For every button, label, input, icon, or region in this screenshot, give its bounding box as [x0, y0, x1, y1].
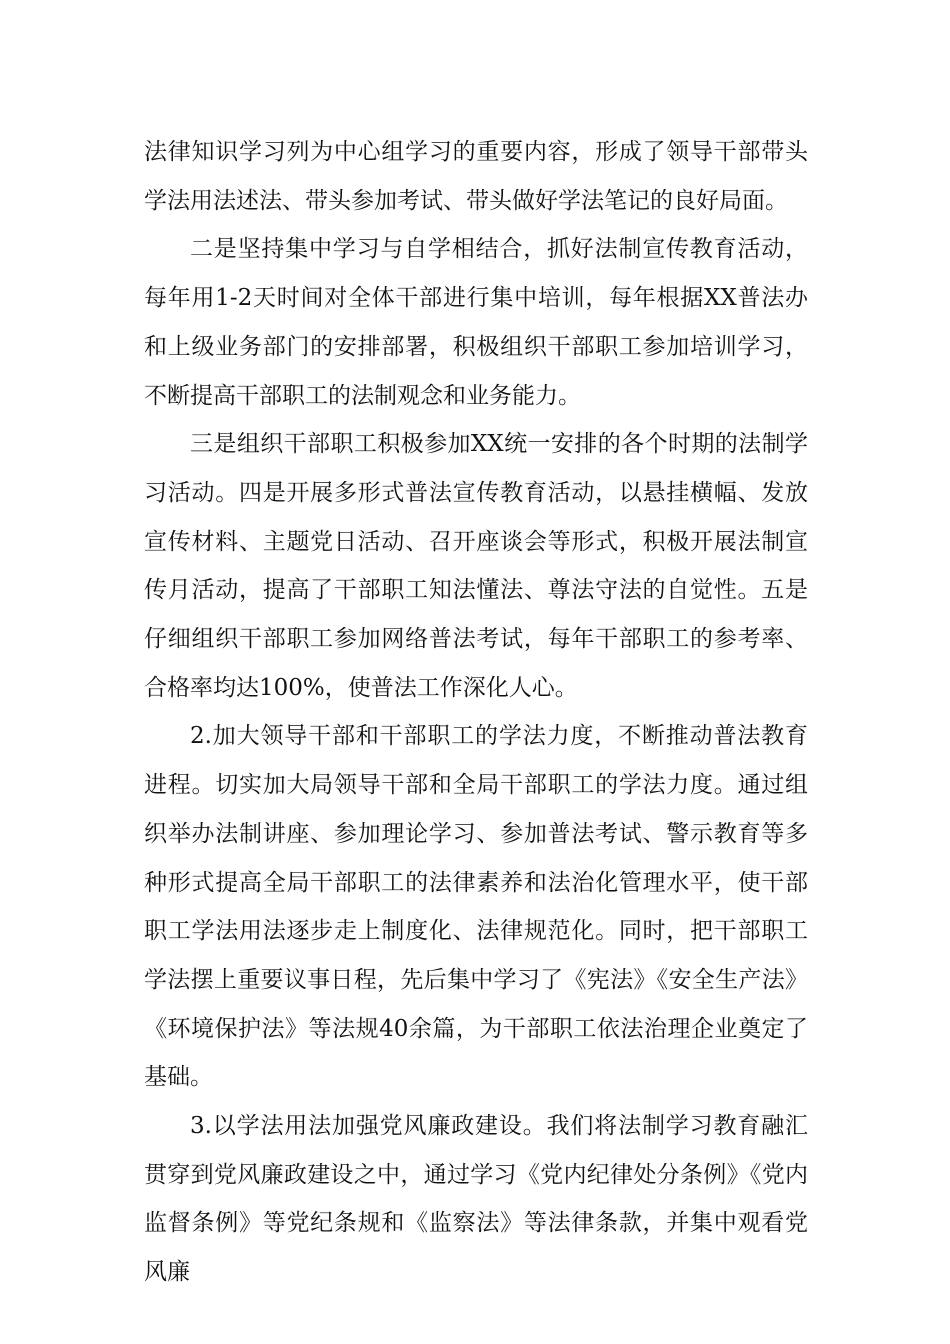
paragraph-4: 2.加大领导干部和干部职工的学法力度，不断推动普法教育进程。切实加大局领导干部和全局干部职工的学法力度。通过组织举办法制讲座、参加理论学习、参加普法考试、警示教育等多种形式提高全局干部职工的法律素养和法治化管理水平，使干部职工学法用法逐步走上制度化、法律规范化。同时，把干部职工学法摆上重要议事日程，先后集中学习了《宪法》《安全生产法》《环境保护法》等法规40余篇，为干部职工依法治理企业奠定了基础。 [144, 723, 808, 1091]
document-body [144, 128, 808, 1297]
paragraph-3: 三是组织干部职工积极参加XX统一安排的各个时期的法制学习活动。四是开展多形式普法宣传教育活动，以悬挂横幅、发放宣传材料、主题党日活动、召开座谈会等形式，积极开展法制宣传月活动，提高了干部职工知法懂法、尊法守法的自觉性。五是仔细组织干部职工参加网络普法考试，每年干部职工的参考率、合格率均达100%，使普法工作深化人心。 [144, 431, 808, 701]
paragraph-2: 二是坚持集中学习与自学相结合，抓好法制宣传教育活动，每年用1-2天时间对全体干部进行集中培训，每年根据XX普法办和上级业务部门的安排部署，积极组织干部职工参加培训学习，不断提高干部职工的法制观念和业务能力。 [144, 236, 808, 409]
paragraph-5: 3.以学法用法加强党风廉政建设。我们将法制学习教育融汇贯穿到党风廉政建设之中，通过学习《党内纪律处分条例》《党内监督条例》等党纪条规和《监察法》等法律条款，并集中观看党风廉 [144, 1113, 808, 1286]
paragraph-1: 法律知识学习列为中心组学习的重要内容，形成了领导干部带头学法用法述法、带头参加考试、带头做好学法笔记的良好局面。 [144, 139, 808, 214]
